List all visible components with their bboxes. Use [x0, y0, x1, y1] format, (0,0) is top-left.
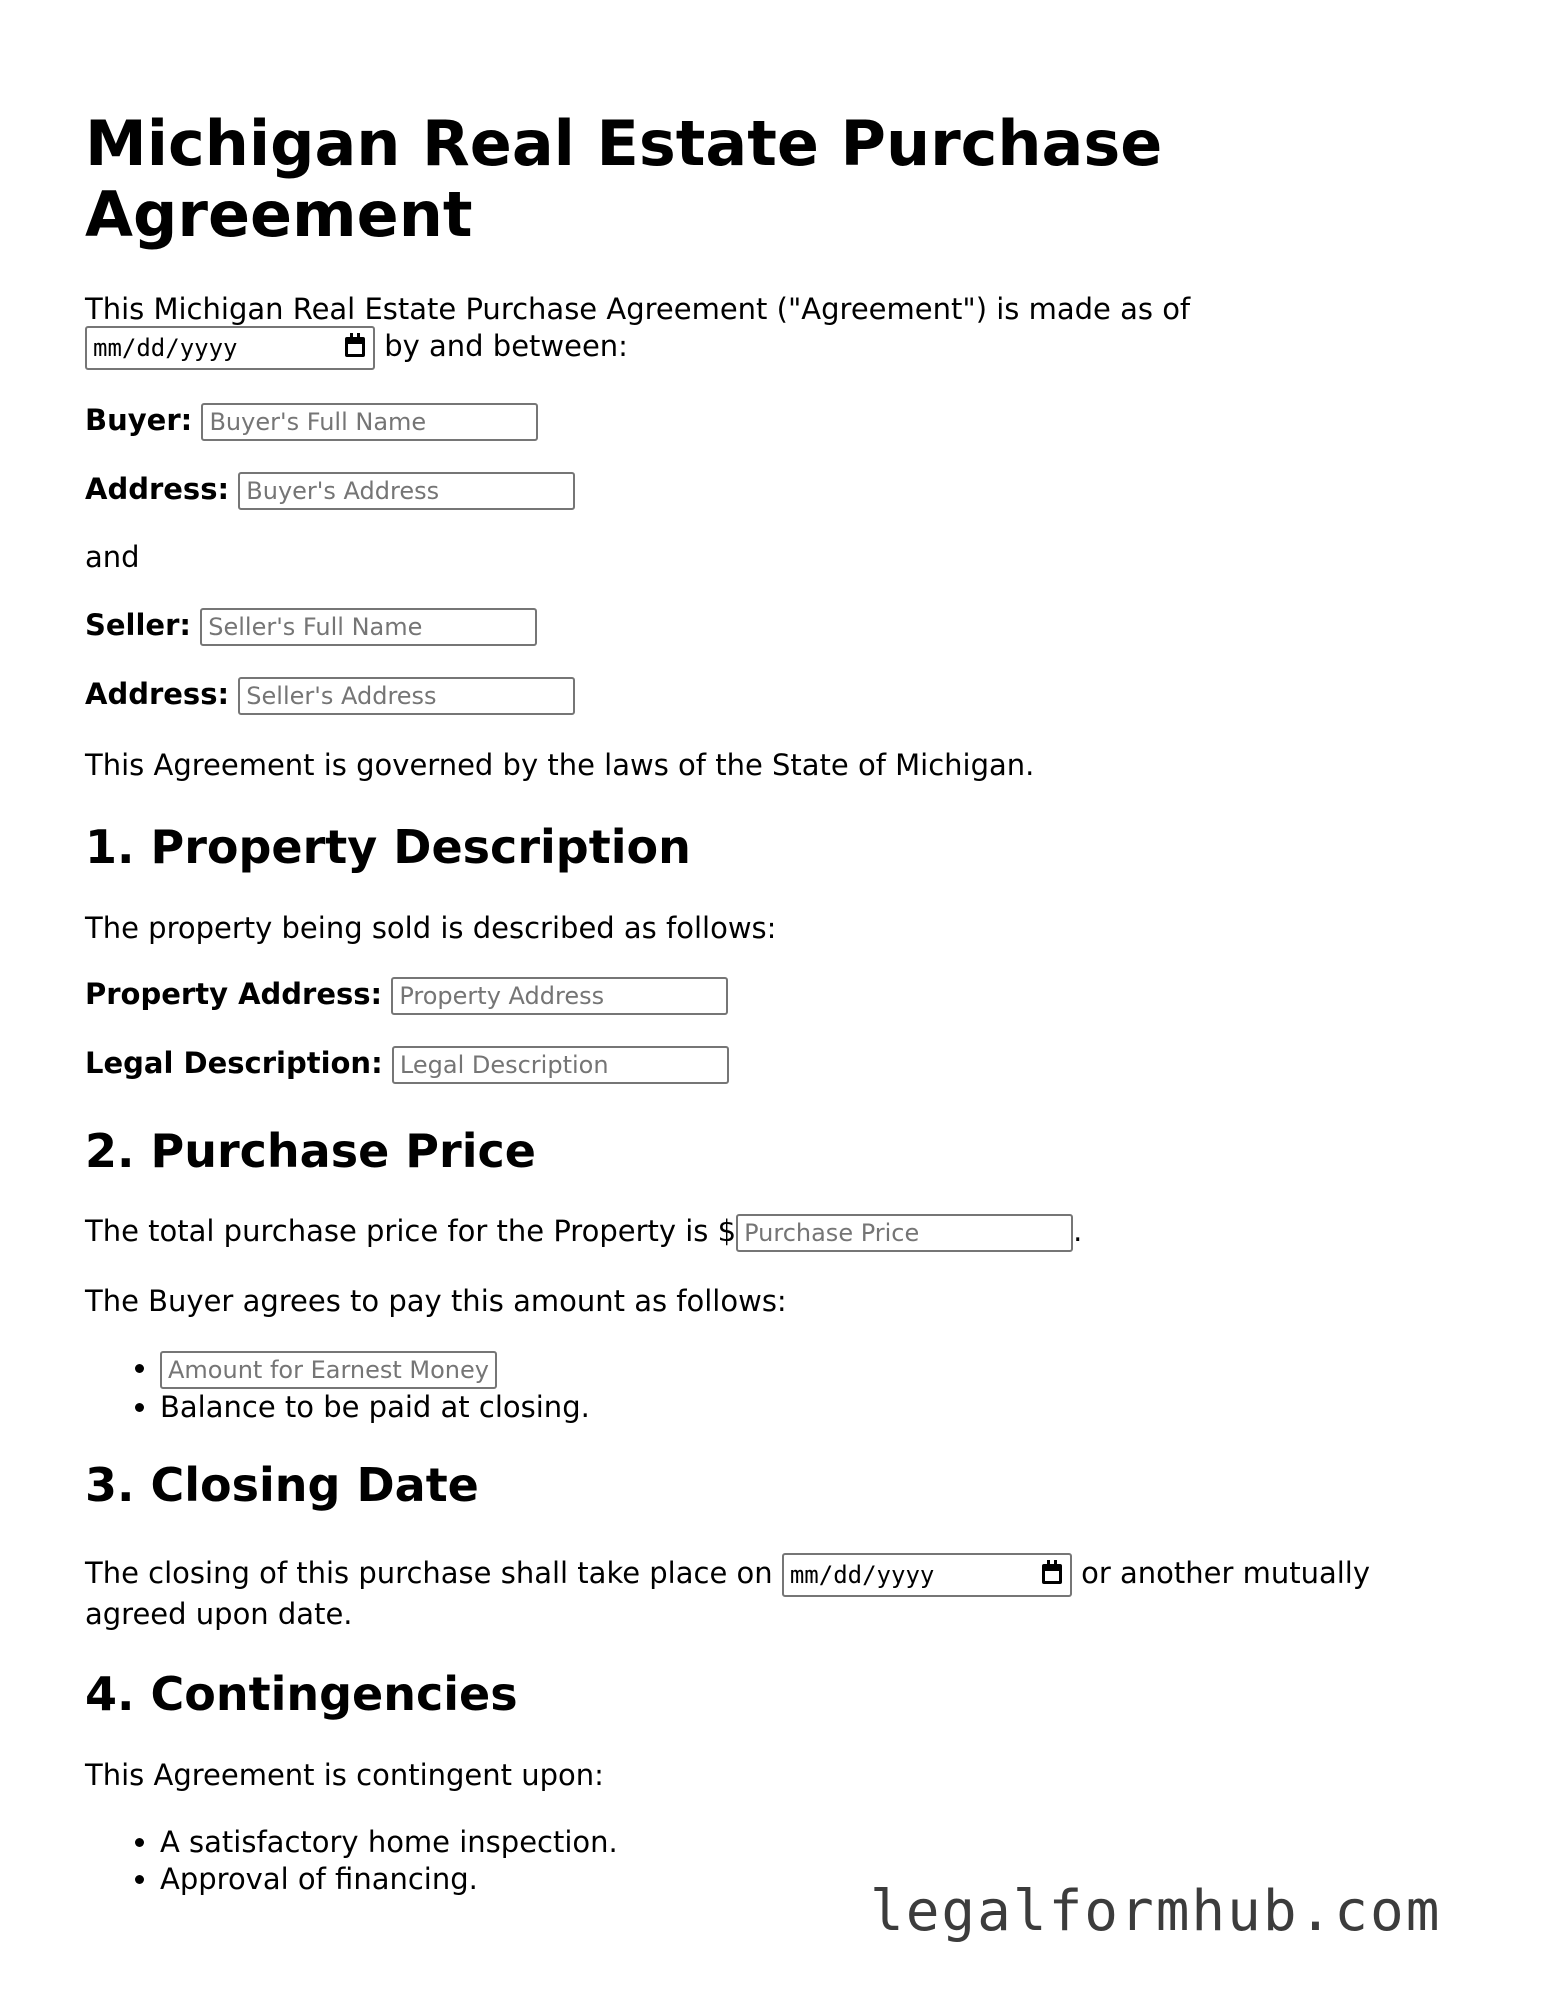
closing-text-before: The closing of this purchase shall take place on: [85, 1556, 773, 1590]
buyer-address-label: Address:: [85, 472, 230, 506]
list-item: • Balance to be paid at closing.: [160, 1389, 590, 1426]
and-text: and: [85, 540, 140, 574]
list-item: • A satisfactory home inspection.: [160, 1824, 618, 1861]
closing-date-input[interactable]: [782, 1553, 1072, 1597]
closing-date-placeholder: mm/dd/yyyy: [789, 1561, 935, 1589]
buyer-name-label: Buyer:: [85, 403, 193, 437]
page-title: Michigan Real Estate Purchase Agreement: [85, 107, 1163, 251]
property-address-row: [85, 976, 728, 1015]
legal-description-label: Legal Description:: [85, 1046, 383, 1080]
purchase-price-row: [85, 1213, 1082, 1252]
intro-line-2: [85, 326, 628, 370]
closing-line-1: [85, 1553, 1370, 1597]
section-property-heading: 1. Property Description: [85, 820, 691, 874]
intro-text-after: by and between:: [384, 329, 628, 363]
contingencies-list: [85, 1824, 618, 1898]
section-contingencies-heading: 4. Contingencies: [85, 1667, 518, 1721]
payment-list: [85, 1350, 590, 1426]
legal-description-input[interactable]: Legal Description: [392, 1046, 729, 1084]
price-text-before: The total purchase price for the Property is $: [85, 1214, 737, 1248]
seller-name-input[interactable]: Seller's Full Name: [200, 608, 537, 646]
contingencies-intro-text: This Agreement is contingent upon:: [85, 1758, 604, 1792]
seller-address-label: Address:: [85, 677, 230, 711]
seller-address-row: [85, 676, 575, 715]
price-text-after: .: [1073, 1214, 1083, 1248]
payment-intro-text: The Buyer agrees to pay this amount as follows:: [85, 1284, 787, 1318]
calendar-icon[interactable]: [345, 337, 365, 357]
buyer-name-row: [85, 402, 538, 441]
watermark: legalformhub.com: [870, 1879, 1442, 1944]
governing-law-text: This Agreement is governed by the laws of the State of Michigan.: [85, 748, 1035, 782]
section-closing-heading: 3. Closing Date: [85, 1458, 479, 1512]
closing-line-2: agreed upon date.: [85, 1597, 353, 1631]
list-item: • Approval of financing.: [160, 1861, 618, 1898]
property-intro-text: The property being sold is described as follows:: [85, 911, 777, 945]
buyer-address-input[interactable]: Buyer's Address: [238, 472, 575, 510]
seller-address-input[interactable]: Seller's Address: [238, 677, 575, 715]
calendar-icon[interactable]: [1042, 1564, 1062, 1584]
intro-text-before: This Michigan Real Estate Purchase Agreement ("Agreement") is made as of: [85, 292, 1191, 326]
closing-text-after: or another mutually: [1081, 1556, 1371, 1590]
agreement-date-input[interactable]: [85, 326, 375, 370]
list-item: [160, 1350, 590, 1389]
property-address-input[interactable]: Property Address: [391, 977, 728, 1015]
property-address-label: Property Address:: [85, 977, 383, 1011]
legal-description-row: [85, 1045, 729, 1084]
intro-line-1: [85, 291, 1190, 328]
seller-name-label: Seller:: [85, 608, 192, 642]
buyer-address-row: [85, 471, 575, 510]
buyer-name-input[interactable]: Buyer's Full Name: [201, 403, 538, 441]
section-price-heading: 2. Purchase Price: [85, 1124, 536, 1178]
seller-name-row: [85, 607, 537, 646]
purchase-price-input[interactable]: Purchase Price: [736, 1214, 1073, 1252]
earnest-money-input[interactable]: Amount for Earnest Money: [160, 1351, 497, 1389]
agreement-date-placeholder: mm/dd/yyyy: [93, 334, 238, 362]
